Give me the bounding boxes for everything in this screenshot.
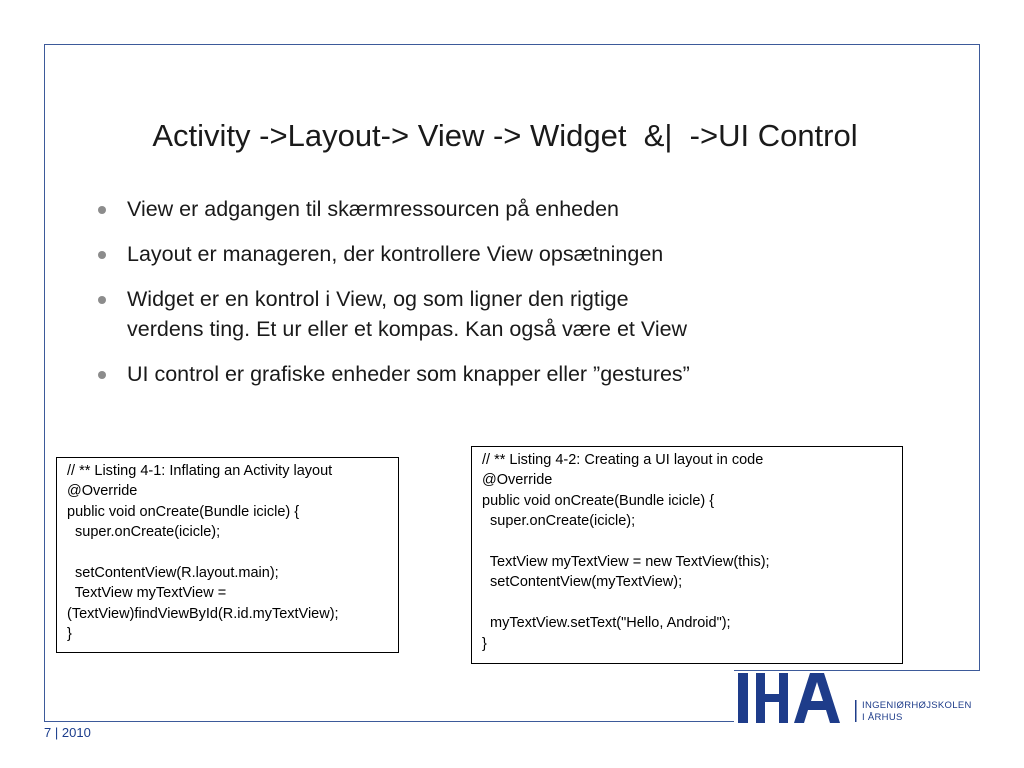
logo-name-line-2: I ÅRHUS xyxy=(862,712,903,723)
logo-letter-h-bar xyxy=(765,694,779,702)
bullet-text: UI control er grafiske enheder som knapper eller ”gestures” xyxy=(127,362,690,386)
code-line: // ** Listing 4-2: Creating a UI layout in code xyxy=(482,452,764,468)
logo-name-line-1: INGENIØRHØJSKOLEN xyxy=(862,700,972,711)
code-line: public void onCreate(Bundle icicle) { xyxy=(67,503,300,520)
code-line: setContentView(R.layout.main); xyxy=(67,565,279,582)
page-number: 7 xyxy=(44,725,52,740)
bullet-list xyxy=(96,194,916,404)
bullet-item xyxy=(96,359,916,389)
frame-right-line xyxy=(979,44,980,671)
code-listing-4-2 xyxy=(471,446,903,664)
logo-wordmark xyxy=(862,700,972,724)
code-line: } xyxy=(67,626,72,643)
frame-bottom-line xyxy=(44,721,734,722)
code-line: setContentView(myTextView); xyxy=(482,574,683,591)
code-line: } xyxy=(482,635,487,652)
code-listing-4-1 xyxy=(56,457,399,653)
code-line xyxy=(482,593,896,613)
slide-title: Activity ->Layout-> View -> Widget &| ->UI Control xyxy=(152,118,858,153)
code-line xyxy=(482,532,896,552)
bullet-dot-icon xyxy=(98,251,106,259)
code-line: @Override xyxy=(67,483,138,500)
frame-top-line xyxy=(44,44,980,45)
logo-separator xyxy=(855,700,857,722)
bullet-text: verdens ting. Et ur eller et kompas. Kan også være et View xyxy=(127,317,688,341)
bullet-dot-icon xyxy=(98,296,106,304)
footer-page-number xyxy=(44,725,91,740)
code-line: myTextView.setText("Hello, Android"); xyxy=(482,615,731,632)
code-line: public void onCreate(Bundle icicle) { xyxy=(482,492,715,509)
logo-letter-h-right xyxy=(779,673,788,723)
bullet-dot-icon xyxy=(98,371,106,379)
code-line: TextView myTextView = new TextView(this); xyxy=(482,554,770,571)
logo-letter-i xyxy=(738,673,748,723)
code-line xyxy=(67,543,392,563)
code-line: TextView myTextView = xyxy=(67,585,227,602)
code-line: // ** Listing 4-1: Inflating an Activity layout xyxy=(67,463,333,479)
logo-letter-h-left xyxy=(756,673,765,723)
bullet-item xyxy=(96,284,916,344)
bullet-dot-icon xyxy=(98,206,106,214)
frame-bottom-right-line xyxy=(734,670,980,671)
bullet-text: Layout er manageren, der kontrollere View opsætningen xyxy=(127,242,664,266)
footer-separator: | xyxy=(54,725,59,740)
bullet-text: View er adgangen til skærmressourcen på enheden xyxy=(127,197,620,221)
code-line: (TextView)findViewById(R.id.myTextView); xyxy=(67,605,339,622)
code-line: @Override xyxy=(482,472,553,489)
frame-left-line xyxy=(44,44,45,722)
code-line: super.onCreate(icicle); xyxy=(67,524,221,541)
bullet-item xyxy=(96,194,916,224)
bullet-item xyxy=(96,239,916,269)
code-line: super.onCreate(icicle); xyxy=(482,513,636,530)
bullet-text: Widget er en kontrol i View, og som ligner den rigtige xyxy=(127,287,629,311)
footer-year: 2010 xyxy=(61,725,91,740)
